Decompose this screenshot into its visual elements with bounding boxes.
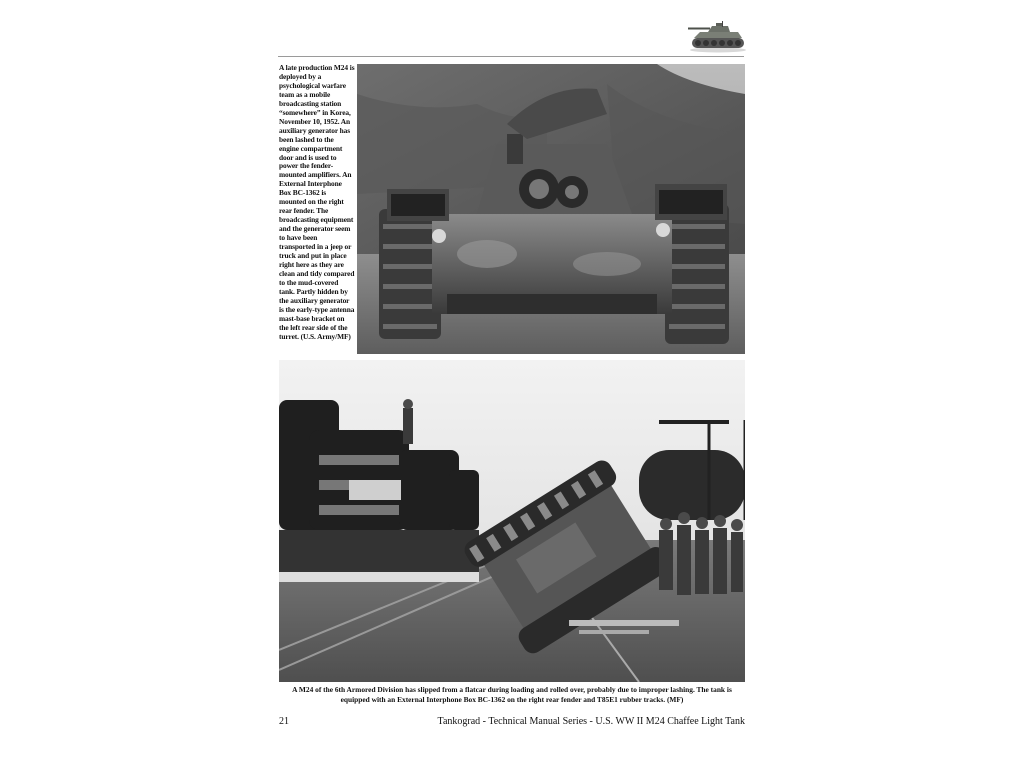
bottom-photo-overturned-m24 bbox=[279, 360, 745, 682]
header-rule bbox=[278, 56, 744, 57]
bottom-photo-caption: A M24 of the 6th Armored Division has slipped from a flatcar during loading and rolled over, probably due to improper lashing. The tank is equipped with an External Interphone Box BC-1362 on the right rear fender and T85E1 rubber tracks. (MF) bbox=[292, 685, 732, 704]
top-photo-m24-broadcasting bbox=[357, 64, 745, 354]
page-number: 21 bbox=[279, 716, 289, 727]
tank-silhouette-icon bbox=[688, 16, 748, 54]
series-title: Tankograd - Technical Manual Series - U.S. WW II M24 Chaffee Light Tank bbox=[437, 716, 745, 727]
top-photo-caption: A late production M24 is deployed by a psychological warfare team as a mobile broadcasting station “somewhere” in Korea, November 10, 1952. An auxiliary generator has been lashed to the engine compartment door and is used to power the fender-mounted amplifiers. An External Interphone Box BC-1362 is mounted on the right rear fender. The broadcasting equipment and the generator seem to have been transported in a jeep or truck and put in place right here as they are clean and tidy compared to the mud-covered tank. Partly hidden by the auxiliary generator is the early-type antenna mast-base bracket on the left rear side of the turret. (U.S. Army/MF) bbox=[279, 63, 355, 341]
